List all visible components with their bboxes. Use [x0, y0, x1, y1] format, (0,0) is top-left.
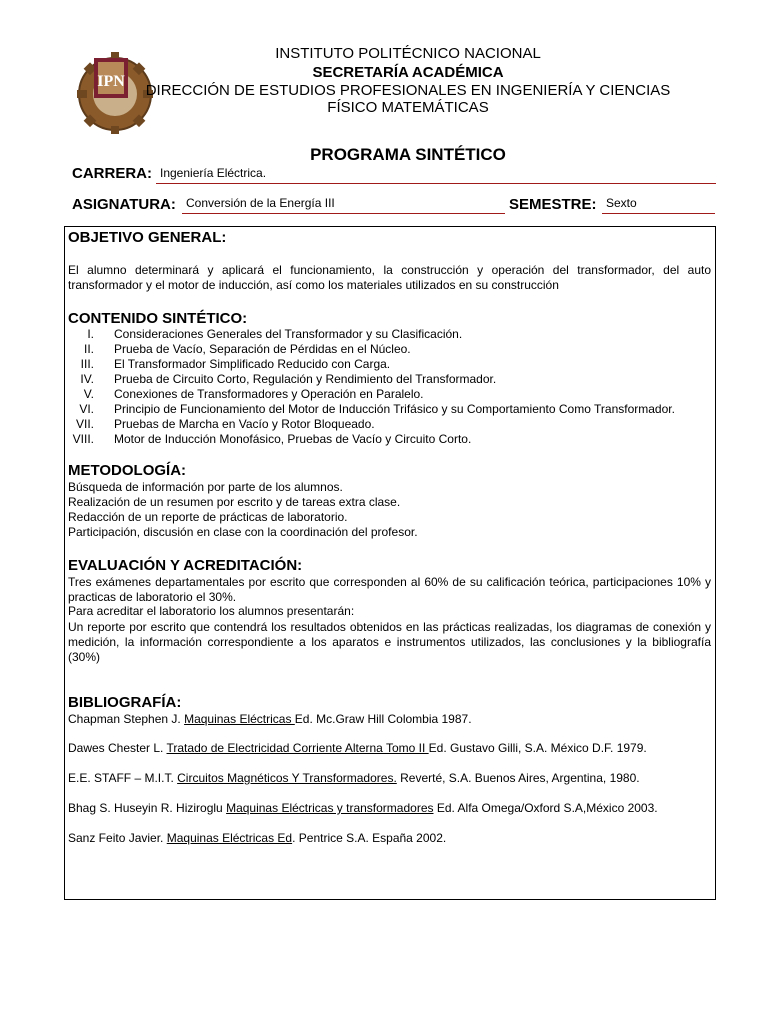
metodologia-line: Búsqueda de información por parte de los alumnos. — [68, 480, 343, 494]
bibliography-entry: Sanz Feito Javier. Maquinas Eléctricas Ed. Pentrice S.A. España 2002. — [68, 831, 447, 845]
evaluacion-heading: EVALUACIÓN Y ACREDITACIÓN: — [68, 557, 303, 574]
direccion-line-1: DIRECCIÓN DE ESTUDIOS PROFESIONALES EN INGENIERÍA Y CIENCIAS — [145, 82, 671, 99]
asignatura-label: ASIGNATURA: — [72, 196, 176, 213]
list-item: VII. Pruebas de Marcha en Vacío y Rotor Bloqueado. — [75, 417, 375, 431]
list-item: I. Consideraciones Generales del Transformador y su Clasificación. — [87, 327, 463, 341]
asignatura-field: Conversión de la Energía III — [182, 196, 505, 214]
bibliography-entry: Bhag S. Huseyin R. Hiziroglu Maquinas Eléctricas y transformadores Ed. Alfa Omega/Oxford S.A,México 2003. — [68, 801, 658, 815]
list-item: V. Conexiones de Transformadores y Operación en Paralelo. — [83, 387, 424, 401]
page-title: PROGRAMA SINTÉTICO — [310, 145, 506, 164]
bibliography-entry: Chapman Stephen J. Maquinas Eléctricas Ed. Mc.Graw Hill Colombia 1987. — [68, 712, 472, 726]
evaluacion-text-1: Tres exámenes departamentales por escrito que corresponden al 60% de su calificación teórica, participaciones 10% y practicas de laboratorio el 30%. — [68, 575, 711, 604]
carrera-label: CARRERA: — [72, 165, 152, 182]
metodologia-heading: METODOLOGÍA: — [68, 462, 187, 479]
direccion-line-2: FÍSICO MATEMÁTICAS — [327, 99, 489, 116]
list-item: III. El Transformador Simplificado Reducido con Carga. — [80, 357, 391, 371]
objetivo-heading: OBJETIVO GENERAL: — [68, 229, 227, 246]
evaluacion-text-3: Un reporte por escrito que contendrá los resultados obtenidos en las prácticas realizadas, los diagramas de conexión y medición, la información correspondiente a los aparatos e instrumentos utilizados, las conclusiones y la bibliografía (30%) — [68, 620, 711, 664]
list-item: IV. Prueba de Circuito Corto, Regulación y Rendimiento del Transformador. — [80, 372, 497, 386]
logo-text: IPN — [97, 73, 125, 90]
objetivo-text: El alumno determinará y aplicará el funcionamiento, la construcción y operación del transformador, del auto transformador y el motor de inducción, así como los materiales utilizados en su construcción — [68, 263, 711, 292]
carrera-field: Ingeniería Eléctrica. — [156, 166, 716, 184]
institution-name: INSTITUTO POLITÉCNICO NACIONAL — [275, 45, 541, 62]
bibliography-entry: Dawes Chester L. Tratado de Electricidad Corriente Alterna Tomo II Ed. Gustavo Gilli, S.A. México D.F. 1979. — [68, 741, 647, 755]
list-item: VI. Principio de Funcionamiento del Motor de Inducción Trifásico y su Comportamiento Como Transformador. — [79, 402, 675, 416]
contenido-heading: CONTENIDO SINTÉTICO: — [68, 310, 248, 327]
bibliography-entry: E.E. STAFF – M.I.T. Circuitos Magnéticos Y Transformadores. Reverté, S.A. Buenos Aires, Argentina, 1980. — [68, 771, 640, 785]
contenido-list — [64, 327, 714, 447]
semestre-label: SEMESTRE: — [509, 196, 597, 213]
metodologia-line: Participación, discusión en clase con la coordinación del profesor. — [68, 525, 418, 539]
list-item: II. Prueba de Vacío, Separación de Pérdidas en el Núcleo. — [83, 342, 411, 356]
bibliografia-heading: BIBLIOGRAFÍA: — [68, 694, 182, 711]
secretaria-name: SECRETARÍA ACADÉMICA — [312, 64, 504, 81]
metodologia-line: Redacción de un reporte de prácticas de laboratorio. — [68, 510, 348, 524]
semestre-field: Sexto — [602, 196, 715, 214]
metodologia-line: Realización de un resumen por escrito y de tareas extra clase. — [68, 495, 401, 509]
list-item: VIII. Motor de Inducción Monofásico, Pruebas de Vacío y Circuito Corto. — [72, 432, 472, 446]
evaluacion-text-2: Para acreditar el laboratorio los alumnos presentarán: — [68, 604, 355, 618]
